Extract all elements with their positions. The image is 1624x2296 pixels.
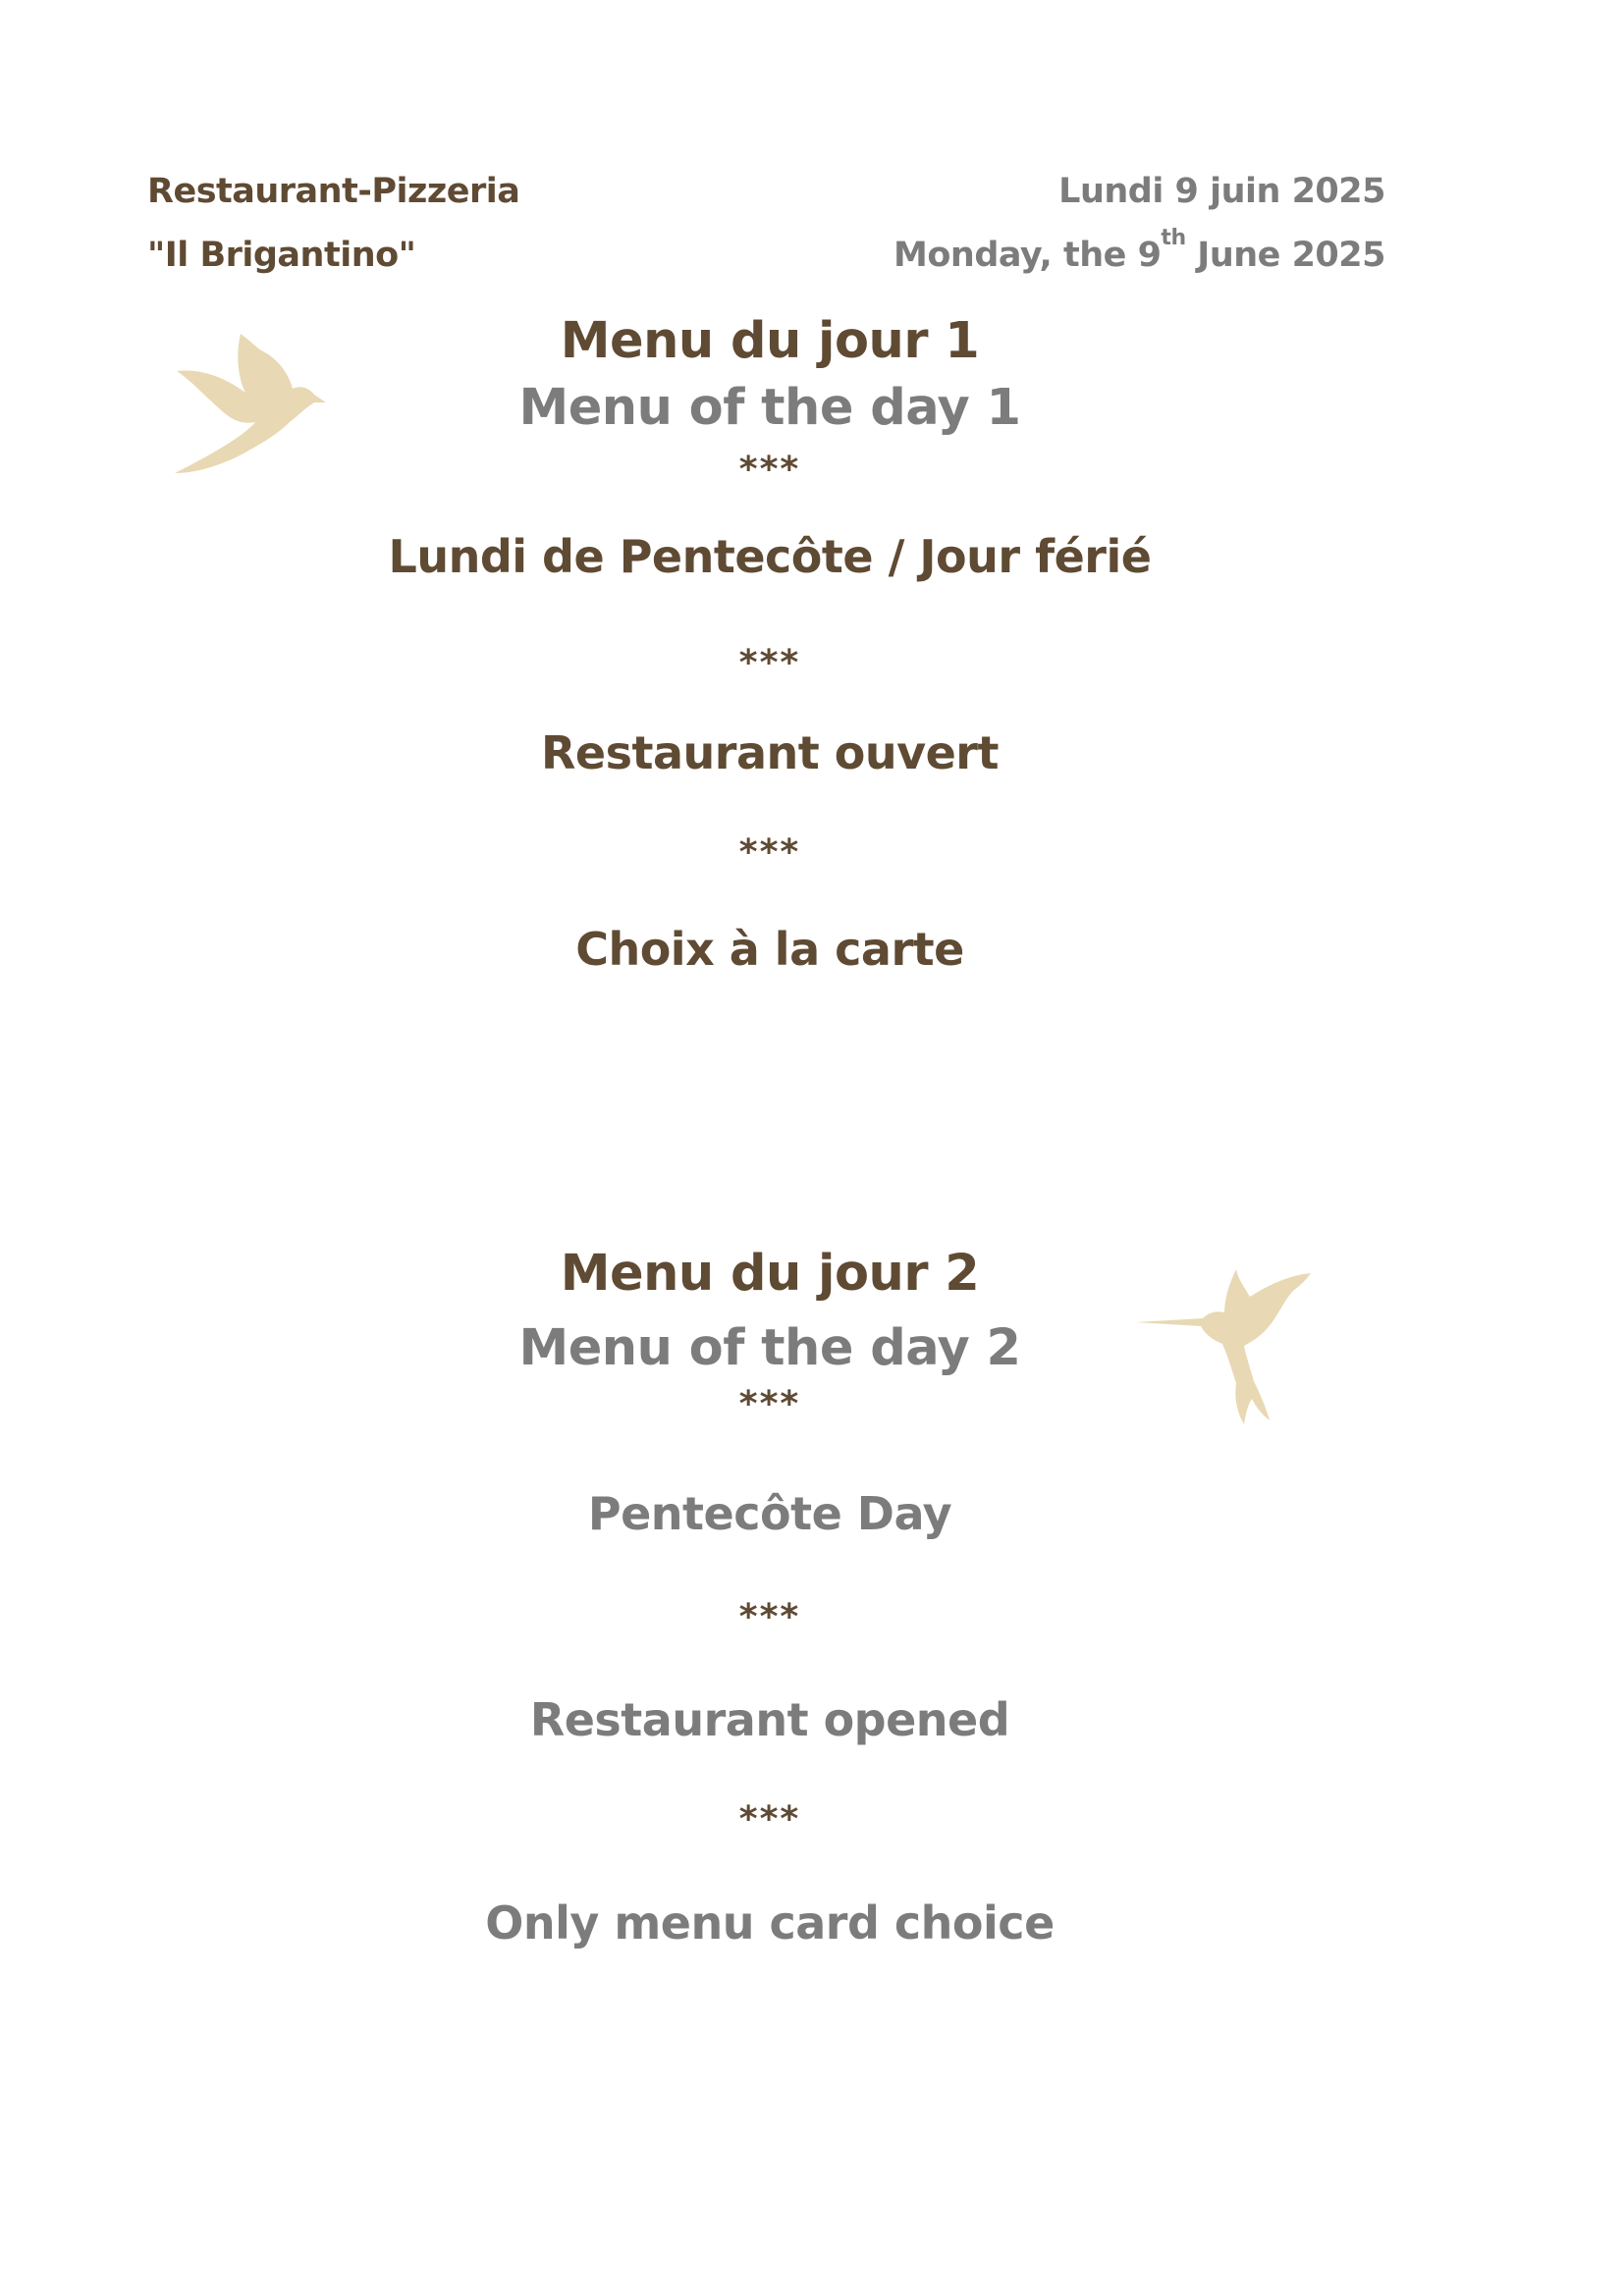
menu2-title-fr: Menu du jour 2: [560, 1245, 980, 1303]
date-ordinal-suffix: th: [1161, 226, 1186, 250]
menu2-item-holiday: Pentecôte Day: [587, 1487, 952, 1540]
menu1-separator-2: ***: [738, 643, 801, 683]
menu1-item-open: Restaurant ouvert: [541, 726, 999, 779]
menu1-item-holiday: Lundi de Pentecôte / Jour férié: [388, 530, 1152, 583]
restaurant-name: [147, 160, 519, 288]
menu2-separator-3: ***: [738, 1799, 801, 1840]
date-english: [893, 224, 1385, 288]
date-english-prefix: Monday, the 9: [893, 236, 1162, 275]
restaurant-name-line2: "Il Brigantino": [147, 236, 416, 275]
restaurant-name-line1: Restaurant-Pizzeria: [147, 172, 520, 211]
menu2-title-en: Menu of the day 2: [518, 1319, 1021, 1377]
date-french: Lundi 9 juin 2025: [1058, 172, 1385, 211]
menu1-title-fr: Menu du jour 1: [560, 312, 980, 370]
menu2-item-open: Restaurant opened: [529, 1693, 1010, 1746]
menu2-separator-2: ***: [738, 1597, 801, 1637]
menu1-title-en: Menu of the day 1: [518, 379, 1021, 437]
date-english-rest: June 2025: [1185, 236, 1385, 275]
menu1-separator-1: ***: [738, 450, 801, 490]
menu2-separator-1: ***: [738, 1384, 801, 1424]
menu1-separator-3: ***: [738, 832, 801, 854]
menu2-item-choice: Only menu card choice: [485, 1896, 1055, 1949]
date-block: [893, 160, 1385, 288]
menu1-item-choice: Choix à la carte: [575, 923, 964, 976]
